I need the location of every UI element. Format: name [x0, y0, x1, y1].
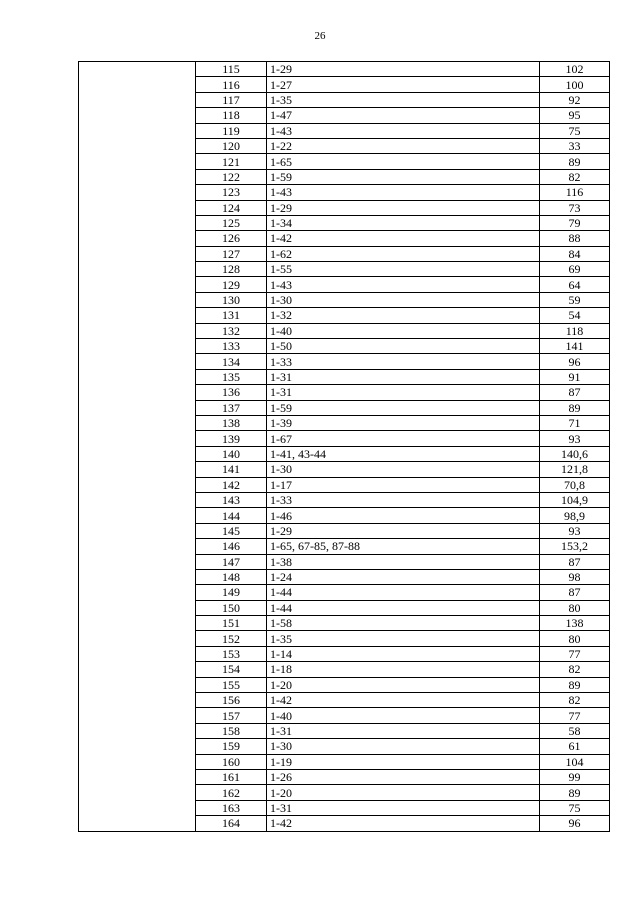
page-range-cell: 1-42: [267, 693, 540, 708]
row-number-cell: 160: [196, 754, 267, 769]
value-cell: 87: [540, 385, 610, 400]
row-number-cell: 158: [196, 723, 267, 738]
value-cell: 61: [540, 739, 610, 754]
row-number-cell: 129: [196, 277, 267, 292]
row-number-cell: 155: [196, 677, 267, 692]
row-number-cell: 149: [196, 585, 267, 600]
value-cell: 82: [540, 662, 610, 677]
row-number-cell: 117: [196, 92, 267, 107]
value-cell: 87: [540, 554, 610, 569]
row-number-cell: 163: [196, 800, 267, 815]
page-range-cell: 1-43: [267, 123, 540, 138]
row-number-cell: 141: [196, 462, 267, 477]
page-range-cell: 1-42: [267, 231, 540, 246]
page-range-cell: 1-58: [267, 616, 540, 631]
page-range-cell: 1-20: [267, 785, 540, 800]
value-cell: 77: [540, 646, 610, 661]
page-range-cell: 1-65: [267, 154, 540, 169]
page-range-cell: 1-31: [267, 800, 540, 815]
page-range-cell: 1-50: [267, 339, 540, 354]
page-range-cell: 1-30: [267, 292, 540, 307]
value-cell: 118: [540, 323, 610, 338]
row-number-cell: 142: [196, 477, 267, 492]
row-number-cell: 150: [196, 600, 267, 615]
value-cell: 141: [540, 339, 610, 354]
value-cell: 92: [540, 92, 610, 107]
row-number-cell: 143: [196, 492, 267, 507]
page-range-cell: 1-18: [267, 662, 540, 677]
page-range-cell: 1-30: [267, 462, 540, 477]
row-number-cell: 124: [196, 200, 267, 215]
page-range-cell: 1-35: [267, 631, 540, 646]
merged-blank-cell: [79, 62, 196, 832]
page-range-cell: 1-38: [267, 554, 540, 569]
page-range-cell: 1-40: [267, 708, 540, 723]
page-range-cell: 1-33: [267, 354, 540, 369]
row-number-cell: 137: [196, 400, 267, 415]
page-range-cell: 1-31: [267, 369, 540, 384]
row-number-cell: 148: [196, 569, 267, 584]
page-range-cell: 1-35: [267, 92, 540, 107]
row-number-cell: 122: [196, 169, 267, 184]
value-cell: 140,6: [540, 446, 610, 461]
value-cell: 98,9: [540, 508, 610, 523]
row-number-cell: 147: [196, 554, 267, 569]
row-number-cell: 161: [196, 769, 267, 784]
page-range-cell: 1-29: [267, 62, 540, 77]
value-cell: 80: [540, 600, 610, 615]
page-range-cell: 1-17: [267, 477, 540, 492]
value-cell: 80: [540, 631, 610, 646]
value-cell: 75: [540, 123, 610, 138]
row-number-cell: 145: [196, 523, 267, 538]
page-range-cell: 1-43: [267, 185, 540, 200]
page-range-cell: 1-44: [267, 585, 540, 600]
value-cell: 33: [540, 138, 610, 153]
value-cell: 89: [540, 785, 610, 800]
page-range-cell: 1-55: [267, 262, 540, 277]
row-number-cell: 134: [196, 354, 267, 369]
row-number-cell: 144: [196, 508, 267, 523]
value-cell: 104,9: [540, 492, 610, 507]
row-number-cell: 135: [196, 369, 267, 384]
row-number-cell: 126: [196, 231, 267, 246]
row-number-cell: 140: [196, 446, 267, 461]
page-range-cell: 1-29: [267, 200, 540, 215]
value-cell: 79: [540, 215, 610, 230]
value-cell: 89: [540, 400, 610, 415]
row-number-cell: 116: [196, 77, 267, 92]
value-cell: 116: [540, 185, 610, 200]
value-cell: 89: [540, 677, 610, 692]
page-range-cell: 1-40: [267, 323, 540, 338]
row-number-cell: 119: [196, 123, 267, 138]
value-cell: 93: [540, 431, 610, 446]
value-cell: 96: [540, 816, 610, 831]
page-range-cell: 1-34: [267, 215, 540, 230]
value-cell: 153,2: [540, 539, 610, 554]
page-range-cell: 1-30: [267, 739, 540, 754]
row-number-cell: 130: [196, 292, 267, 307]
value-cell: 100: [540, 77, 610, 92]
page-range-cell: 1-32: [267, 308, 540, 323]
row-number-cell: 151: [196, 616, 267, 631]
page-number: 26: [314, 30, 326, 42]
page-range-cell: 1-19: [267, 754, 540, 769]
row-number-cell: 157: [196, 708, 267, 723]
value-cell: 95: [540, 108, 610, 123]
row-number-cell: 118: [196, 108, 267, 123]
page-range-cell: 1-29: [267, 523, 540, 538]
value-cell: 89: [540, 154, 610, 169]
page-range-cell: 1-65, 67-85, 87-88: [267, 539, 540, 554]
value-cell: 138: [540, 616, 610, 631]
page-range-cell: 1-22: [267, 138, 540, 153]
value-cell: 88: [540, 231, 610, 246]
value-cell: 69: [540, 262, 610, 277]
page-range-cell: 1-39: [267, 415, 540, 430]
page-range-cell: 1-31: [267, 723, 540, 738]
row-number-cell: 154: [196, 662, 267, 677]
row-number-cell: 146: [196, 539, 267, 554]
page-range-cell: 1-31: [267, 385, 540, 400]
row-number-cell: 153: [196, 646, 267, 661]
row-number-cell: 128: [196, 262, 267, 277]
page-range-cell: 1-47: [267, 108, 540, 123]
value-cell: 102: [540, 62, 610, 77]
page-range-cell: 1-24: [267, 569, 540, 584]
page-range-cell: 1-14: [267, 646, 540, 661]
value-cell: 99: [540, 769, 610, 784]
value-cell: 93: [540, 523, 610, 538]
row-number-cell: 139: [196, 431, 267, 446]
row-number-cell: 162: [196, 785, 267, 800]
value-cell: 70,8: [540, 477, 610, 492]
data-table: [78, 61, 610, 832]
value-cell: 64: [540, 277, 610, 292]
row-number-cell: 164: [196, 816, 267, 831]
value-cell: 54: [540, 308, 610, 323]
row-number-cell: 125: [196, 215, 267, 230]
table-body: [79, 62, 610, 832]
page-range-cell: 1-20: [267, 677, 540, 692]
row-number-cell: 131: [196, 308, 267, 323]
value-cell: 98: [540, 569, 610, 584]
page-range-cell: 1-42: [267, 816, 540, 831]
page-range-cell: 1-59: [267, 169, 540, 184]
row-number-cell: 115: [196, 62, 267, 77]
row-number-cell: 159: [196, 739, 267, 754]
row-number-cell: 136: [196, 385, 267, 400]
page-range-cell: 1-33: [267, 492, 540, 507]
value-cell: 84: [540, 246, 610, 261]
row-number-cell: 132: [196, 323, 267, 338]
page-range-cell: 1-67: [267, 431, 540, 446]
value-cell: 73: [540, 200, 610, 215]
row-number-cell: 152: [196, 631, 267, 646]
page-range-cell: 1-46: [267, 508, 540, 523]
page-range-cell: 1-41, 43-44: [267, 446, 540, 461]
page-range-cell: 1-44: [267, 600, 540, 615]
row-number-cell: 156: [196, 693, 267, 708]
value-cell: 58: [540, 723, 610, 738]
row-number-cell: 138: [196, 415, 267, 430]
value-cell: 104: [540, 754, 610, 769]
value-cell: 77: [540, 708, 610, 723]
value-cell: 82: [540, 169, 610, 184]
page-range-cell: 1-59: [267, 400, 540, 415]
row-number-cell: 127: [196, 246, 267, 261]
row-number-cell: 123: [196, 185, 267, 200]
value-cell: 91: [540, 369, 610, 384]
table-row: [79, 62, 610, 77]
row-number-cell: 120: [196, 138, 267, 153]
value-cell: 121,8: [540, 462, 610, 477]
value-cell: 71: [540, 415, 610, 430]
row-number-cell: 133: [196, 339, 267, 354]
page-range-cell: 1-43: [267, 277, 540, 292]
value-cell: 96: [540, 354, 610, 369]
page-range-cell: 1-62: [267, 246, 540, 261]
value-cell: 82: [540, 693, 610, 708]
page-range-cell: 1-27: [267, 77, 540, 92]
value-cell: 59: [540, 292, 610, 307]
row-number-cell: 121: [196, 154, 267, 169]
value-cell: 87: [540, 585, 610, 600]
value-cell: 75: [540, 800, 610, 815]
page-range-cell: 1-26: [267, 769, 540, 784]
